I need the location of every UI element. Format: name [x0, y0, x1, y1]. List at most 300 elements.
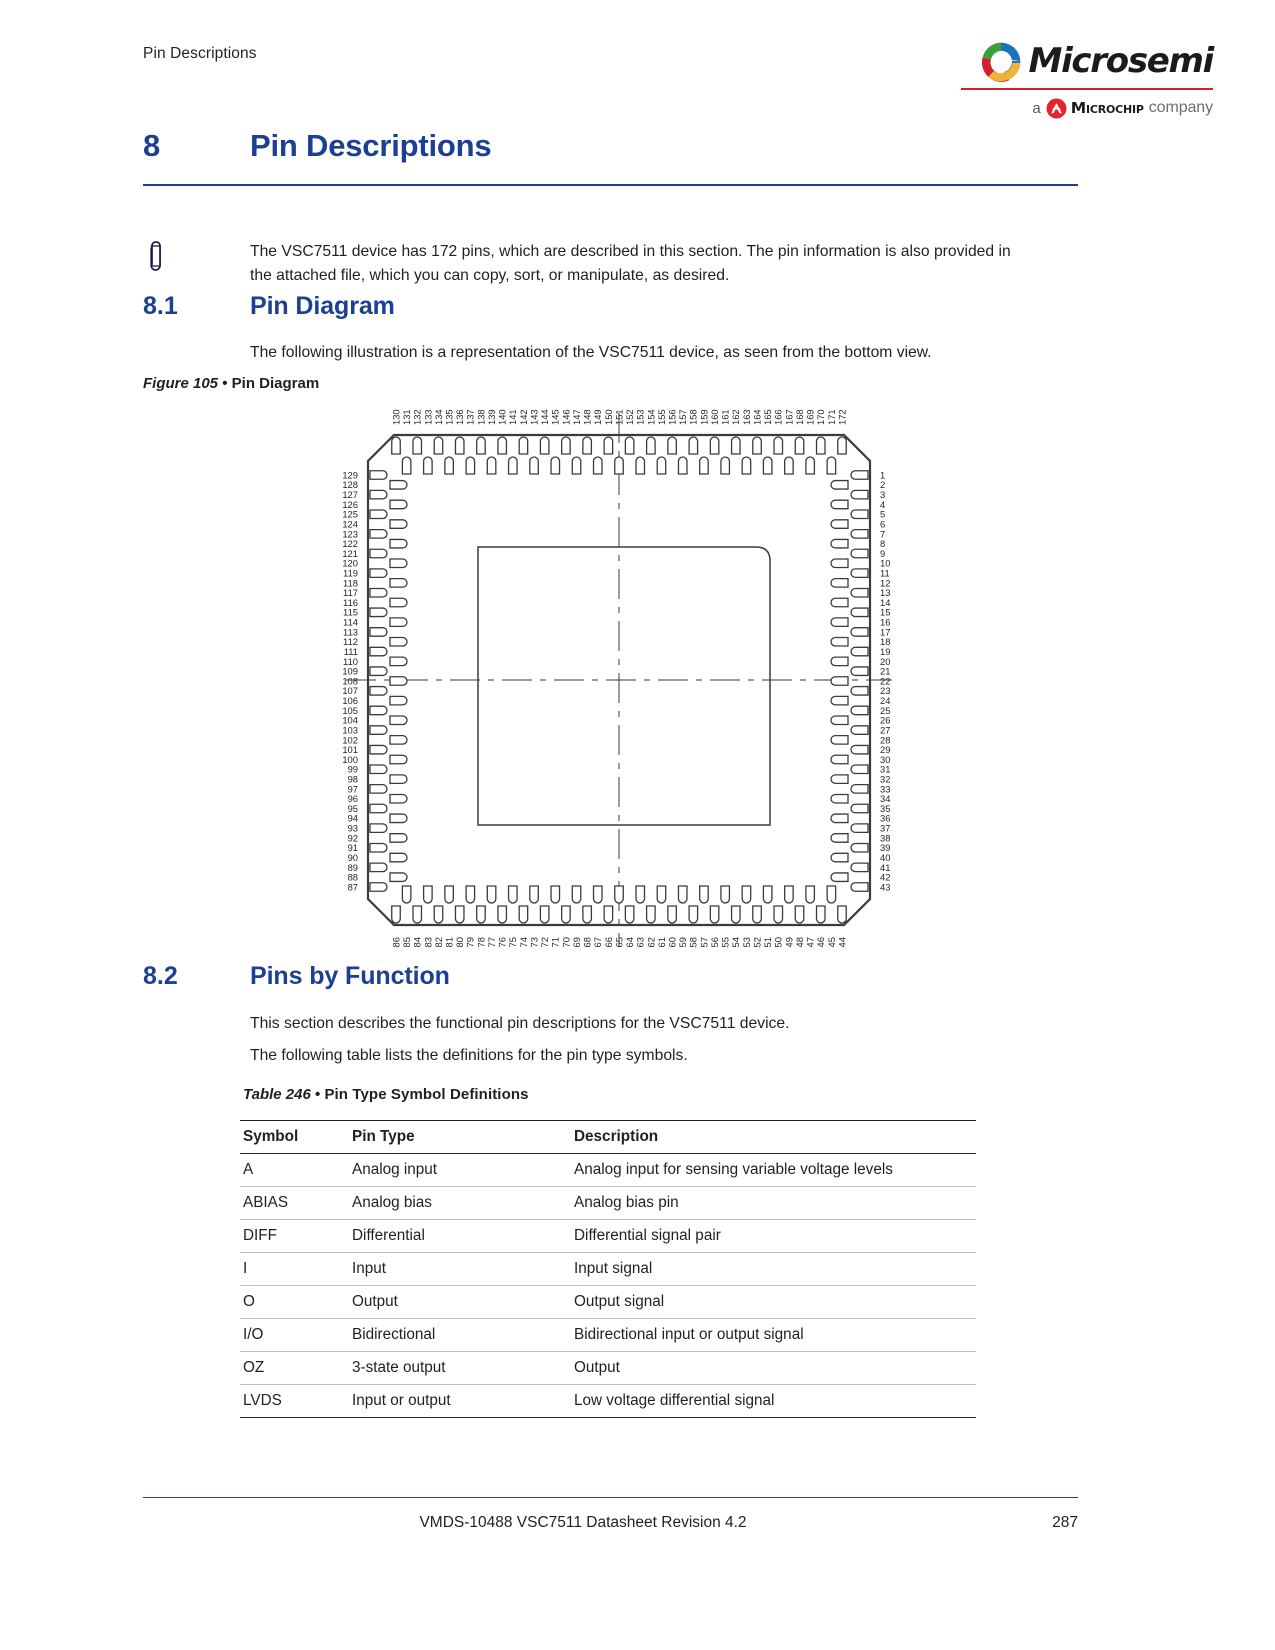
pin-number: 36 [880, 812, 891, 824]
pin-pad-71 [551, 886, 560, 903]
pin-pad-18 [831, 638, 848, 647]
pin-number: 4 [880, 498, 886, 510]
pin-pad-50 [774, 906, 783, 923]
pin-pad-139 [487, 457, 496, 474]
pin-pad-34 [831, 794, 848, 803]
pin-number: 78 [475, 937, 487, 948]
pin-pad-23 [851, 687, 868, 696]
table-row [240, 1187, 976, 1220]
pin-number: 166 [772, 409, 784, 425]
pin-pad-56 [710, 906, 719, 923]
pin-pad-45 [827, 886, 836, 903]
pin-pad-70 [562, 906, 571, 923]
pin-number: 119 [343, 567, 358, 579]
pin-number: 124 [342, 518, 358, 530]
pin-type-table [240, 1120, 976, 1418]
pin-number: 121 [342, 547, 358, 559]
pin-pad-115 [370, 608, 387, 617]
pin-number: 37 [880, 822, 891, 834]
pin-number: 19 [880, 645, 891, 657]
pin-pad-120 [390, 559, 407, 568]
pin-number: 35 [880, 802, 891, 814]
pin-pad-130 [392, 437, 401, 454]
pin-pad-4 [831, 500, 848, 509]
pin-pad-166 [774, 437, 783, 454]
pin-pad-138 [477, 437, 486, 454]
microchip-wordmark: Microchip [1070, 99, 1144, 117]
pin-pad-17 [851, 628, 868, 637]
cell-symbol: OZ [240, 1352, 349, 1385]
pin-number: 14 [880, 596, 891, 608]
cell-description: Output [571, 1352, 976, 1385]
pin-number: 33 [880, 783, 891, 795]
pin-number: 114 [343, 616, 358, 628]
pin-number: 163 [740, 409, 752, 425]
pin-pad-65 [615, 886, 624, 903]
pin-number: 22 [880, 675, 891, 687]
pin-pad-40 [831, 853, 848, 862]
pin-number: 63 [634, 937, 646, 948]
pin-number: 62 [645, 937, 657, 948]
pin-number: 87 [347, 881, 358, 893]
pin-number: 139 [485, 409, 497, 425]
pin-number: 82 [432, 937, 444, 948]
pin-pad-132 [413, 437, 422, 454]
footer-page-number: 287 [1052, 1514, 1078, 1531]
table-number: Table 246 [243, 1086, 311, 1103]
pin-pad-64 [625, 906, 634, 923]
pin-number: 10 [880, 557, 891, 569]
pin-pad-51 [763, 886, 772, 903]
pin-pad-165 [763, 457, 772, 474]
section-82-number: 8.2 [143, 962, 178, 990]
pin-pad-59 [678, 886, 687, 903]
microchip-logo-icon [1046, 98, 1067, 119]
pin-pad-112 [390, 638, 407, 647]
pin-number: 23 [880, 685, 891, 697]
cell-pin-type: Bidirectional [349, 1319, 571, 1352]
pin-number: 161 [719, 409, 731, 425]
pin-number: 84 [411, 937, 423, 948]
pin-number: 38 [880, 832, 891, 844]
pin-pad-72 [540, 906, 549, 923]
pin-pad-19 [851, 647, 868, 656]
pin-number: 18 [880, 636, 891, 648]
pin-number: 100 [342, 753, 358, 765]
pin-pad-125 [370, 510, 387, 519]
table-row [240, 1319, 976, 1352]
column-header-description: Description [571, 1121, 976, 1154]
pin-pad-31 [851, 765, 868, 774]
pin-pad-154 [647, 437, 656, 454]
pin-number: 109 [342, 665, 358, 677]
figure-caption-separator: • [222, 375, 228, 392]
pin-pad-116 [390, 598, 407, 607]
pin-number: 64 [624, 937, 636, 948]
pin-pad-1 [851, 471, 868, 480]
pin-pad-12 [831, 579, 848, 588]
pin-pad-30 [831, 755, 848, 764]
pin-pad-86 [392, 906, 401, 923]
pin-pad-153 [636, 457, 645, 474]
pin-pad-54 [732, 906, 741, 923]
pin-pad-55 [721, 886, 730, 903]
pin-number: 135 [443, 409, 455, 425]
pin-number: 70 [560, 937, 572, 948]
pin-pad-41 [851, 863, 868, 872]
pin-pad-96 [390, 794, 407, 803]
table-row [240, 1352, 976, 1385]
pin-pad-36 [831, 814, 848, 823]
pin-number: 88 [347, 871, 358, 883]
pin-number: 159 [698, 409, 710, 425]
pin-pad-38 [831, 834, 848, 843]
pin-pad-43 [851, 883, 868, 892]
pin-pad-37 [851, 824, 868, 833]
figure-caption [143, 375, 319, 392]
cell-pin-type: Input [349, 1253, 571, 1286]
pin-number: 85 [401, 937, 413, 948]
pin-number: 91 [347, 842, 358, 854]
pin-number: 57 [698, 937, 710, 948]
pin-pad-161 [721, 457, 730, 474]
pin-number: 83 [422, 937, 434, 948]
pin-pad-102 [390, 736, 407, 745]
pin-number: 120 [342, 557, 358, 569]
pin-pad-156 [668, 437, 677, 454]
pin-pad-133 [424, 457, 433, 474]
pin-pad-163 [742, 457, 751, 474]
pin-number: 55 [719, 937, 731, 948]
pin-pad-32 [831, 775, 848, 784]
pin-pad-150 [604, 437, 613, 454]
pin-pad-3 [851, 490, 868, 499]
pin-pad-66 [604, 906, 613, 923]
pin-number: 12 [880, 577, 891, 589]
pin-pad-119 [370, 569, 387, 578]
pin-pad-107 [370, 687, 387, 696]
pin-number: 116 [343, 596, 358, 608]
pin-pad-73 [530, 886, 539, 903]
pin-number: 29 [880, 744, 891, 756]
pin-number: 13 [880, 587, 891, 599]
pin-number: 97 [347, 783, 358, 795]
pin-number: 93 [347, 822, 358, 834]
pin-number: 110 [343, 655, 358, 667]
pin-pad-168 [795, 437, 804, 454]
pin-pad-152 [625, 437, 634, 454]
pin-number: 9 [880, 547, 886, 559]
pin-number: 81 [443, 937, 455, 948]
pin-number: 52 [751, 937, 763, 948]
pin-pad-111 [370, 647, 387, 656]
pin-number: 76 [496, 937, 508, 948]
pin-pad-14 [831, 598, 848, 607]
pin-number: 20 [880, 655, 891, 667]
pin-pad-10 [831, 559, 848, 568]
pin-pad-58 [689, 906, 698, 923]
pin-pad-47 [806, 886, 815, 903]
pin-number: 113 [343, 626, 358, 638]
pin-pad-2 [831, 481, 848, 490]
pin-number: 50 [772, 937, 784, 948]
pin-number: 148 [581, 409, 593, 425]
pin-pad-100 [390, 755, 407, 764]
pin-pad-39 [851, 844, 868, 853]
table-row [240, 1385, 976, 1418]
microsemi-logo [961, 38, 1213, 119]
logo-divider [961, 88, 1213, 90]
pin-number: 144 [539, 409, 551, 425]
pin-number: 122 [342, 538, 358, 550]
pin-pad-134 [434, 437, 443, 454]
cell-symbol: O [240, 1286, 349, 1319]
pin-number: 86 [390, 937, 402, 948]
section-81-title: Pin Diagram [250, 292, 395, 320]
table-row [240, 1253, 976, 1286]
pin-number: 140 [496, 409, 508, 425]
pin-pad-22 [831, 677, 848, 686]
cell-symbol: DIFF [240, 1220, 349, 1253]
pin-number: 27 [880, 724, 891, 736]
pin-pad-149 [594, 457, 603, 474]
pin-number: 16 [880, 616, 891, 628]
footer-document-id: VMDS-10488 VSC7511 Datasheet Revision 4.2 [419, 1514, 747, 1531]
pin-number: 5 [880, 508, 886, 520]
pin-pad-83 [424, 886, 433, 903]
pin-pad-29 [851, 745, 868, 754]
pin-pad-15 [851, 608, 868, 617]
pin-number: 99 [347, 763, 358, 775]
pin-pad-104 [390, 716, 407, 725]
pin-pad-74 [519, 906, 528, 923]
pin-pad-137 [466, 457, 475, 474]
cell-description: Low voltage differential signal [571, 1385, 976, 1418]
pin-pad-145 [551, 457, 560, 474]
pin-pad-60 [668, 906, 677, 923]
pin-number: 11 [880, 567, 890, 579]
pin-pad-121 [370, 549, 387, 558]
pin-number: 125 [342, 508, 358, 520]
pin-pad-167 [785, 457, 794, 474]
table-row [240, 1286, 976, 1319]
pin-pad-35 [851, 804, 868, 813]
pin-number: 105 [342, 704, 358, 716]
pin-pad-148 [583, 437, 592, 454]
pin-pad-62 [647, 906, 656, 923]
pin-pad-98 [390, 775, 407, 784]
pin-pad-131 [402, 457, 411, 474]
cell-pin-type: Analog input [349, 1154, 571, 1187]
pin-number: 51 [762, 937, 774, 948]
pin-pad-80 [455, 906, 464, 923]
pin-pad-91 [370, 844, 387, 853]
pin-number: 26 [880, 714, 891, 726]
pin-pad-6 [831, 520, 848, 529]
pin-number: 160 [708, 409, 720, 425]
pin-pad-53 [742, 886, 751, 903]
section-81-number: 8.1 [143, 292, 178, 320]
pin-pad-114 [390, 618, 407, 627]
running-head: Pin Descriptions [143, 45, 257, 62]
pin-number: 44 [836, 937, 848, 948]
pin-number: 155 [655, 409, 667, 425]
cell-description: Analog bias pin [571, 1187, 976, 1220]
pin-number: 79 [464, 937, 476, 948]
pin-number: 133 [422, 409, 434, 425]
pin-number: 41 [880, 861, 891, 873]
pin-number: 115 [343, 606, 358, 618]
pin-number: 141 [507, 409, 519, 425]
pin-number: 77 [485, 937, 497, 948]
section-8-note: The VSC7511 device has 172 pins, which are described in this section. The pin information is also provided in the attached file, which you can copy, sort, or manipulate, as desired. [250, 243, 1011, 284]
section-82-intro-1: This section describes the functional pin descriptions for the VSC7511 device. [250, 1015, 790, 1032]
pin-number: 134 [432, 409, 444, 425]
pin-pad-82 [434, 906, 443, 923]
table-row [240, 1154, 976, 1187]
pin-number: 59 [677, 937, 689, 948]
pin-number: 106 [342, 695, 358, 707]
microsemi-wordmark: Microsemi [1028, 41, 1213, 81]
pin-number: 31 [880, 763, 891, 775]
pin-number: 145 [549, 409, 561, 425]
pin-number: 104 [342, 714, 358, 726]
pin-pad-46 [817, 906, 826, 923]
pin-number: 165 [762, 409, 774, 425]
pin-pad-123 [370, 530, 387, 539]
pin-number: 146 [560, 409, 572, 425]
pin-number: 73 [528, 937, 540, 948]
section-81-intro: The following illustration is a representation of the VSC7511 device, as seen from the bottom view. [250, 344, 932, 361]
pin-pad-170 [817, 437, 826, 454]
pin-pad-93 [370, 824, 387, 833]
pin-number: 74 [517, 937, 529, 948]
pin-number: 1 [880, 469, 886, 481]
pin-pad-151 [615, 457, 624, 474]
pin-pad-69 [572, 886, 581, 903]
pin-number: 60 [666, 937, 678, 948]
table-caption [243, 1086, 529, 1103]
pin-pad-122 [390, 539, 407, 548]
pin-pad-21 [851, 667, 868, 676]
pin-pad-128 [390, 481, 407, 490]
cell-description: Output signal [571, 1286, 976, 1319]
pin-pad-169 [806, 457, 815, 474]
cell-pin-type: Input or output [349, 1385, 571, 1418]
pin-number: 154 [645, 409, 657, 425]
cell-symbol: LVDS [240, 1385, 349, 1418]
pin-pad-87 [370, 883, 387, 892]
pin-pad-26 [831, 716, 848, 725]
pin-number: 48 [793, 937, 805, 948]
pin-number: 172 [836, 409, 848, 425]
section-8-number: 8 [143, 128, 161, 163]
pin-number: 102 [342, 734, 358, 746]
pin-pad-89 [370, 863, 387, 872]
pin-number: 108 [342, 675, 358, 687]
pin-pad-129 [370, 471, 387, 480]
pin-number: 17 [880, 626, 891, 638]
paperclip-icon [148, 238, 172, 274]
pin-number: 15 [880, 606, 891, 618]
pin-pad-97 [370, 785, 387, 794]
pin-number: 107 [342, 685, 358, 697]
pin-pad-157 [678, 457, 687, 474]
pin-number: 143 [528, 409, 540, 425]
pin-pad-7 [851, 530, 868, 539]
section-81-heading [143, 292, 1078, 321]
pin-number: 112 [343, 636, 358, 648]
pin-pad-67 [594, 886, 603, 903]
pin-number: 149 [592, 409, 604, 425]
pin-pad-25 [851, 706, 868, 715]
pin-pad-16 [831, 618, 848, 627]
pin-pad-99 [370, 765, 387, 774]
pin-number: 153 [634, 409, 646, 425]
pin-number: 98 [347, 773, 358, 785]
section-8-title: Pin Descriptions [250, 128, 492, 163]
pin-number: 40 [880, 851, 891, 863]
microsemi-swirl-icon [978, 39, 1024, 83]
pin-number: 96 [347, 793, 358, 805]
pin-pad-126 [390, 500, 407, 509]
pin-number: 47 [804, 937, 816, 948]
pin-number: 21 [880, 665, 891, 677]
pin-pad-88 [390, 873, 407, 882]
pin-diagram-figure [300, 395, 940, 955]
pin-number: 118 [343, 577, 358, 589]
pin-pad-143 [530, 457, 539, 474]
pin-number: 68 [581, 937, 593, 948]
pin-pad-136 [455, 437, 464, 454]
pin-pad-13 [851, 588, 868, 597]
pin-pad-144 [540, 437, 549, 454]
column-header-symbol: Symbol [240, 1121, 349, 1154]
pin-number: 156 [666, 409, 678, 425]
cell-pin-type: 3-state output [349, 1352, 571, 1385]
logo-sub-a: a [1032, 99, 1041, 117]
pin-number: 171 [825, 409, 837, 425]
pin-pad-146 [562, 437, 571, 454]
pin-pad-68 [583, 906, 592, 923]
pin-number: 7 [880, 528, 886, 540]
pin-number: 152 [624, 409, 636, 425]
section-82-title: Pins by Function [250, 962, 450, 990]
pin-pad-78 [477, 906, 486, 923]
table-title: Pin Type Symbol Definitions [324, 1086, 529, 1103]
cell-description: Analog input for sensing variable voltage levels [571, 1154, 976, 1187]
pin-pad-61 [657, 886, 666, 903]
pin-number: 127 [342, 489, 358, 501]
pin-number: 95 [347, 802, 358, 814]
pin-pad-85 [402, 886, 411, 903]
die-outline [478, 547, 770, 825]
pin-number: 54 [730, 937, 742, 948]
cell-description: Differential signal pair [571, 1220, 976, 1253]
pin-number: 151 [613, 409, 625, 425]
pin-number: 130 [390, 409, 402, 425]
table-header-row [240, 1121, 976, 1154]
section-8-heading [143, 128, 1078, 164]
pin-pad-49 [785, 886, 794, 903]
pin-pad-110 [390, 657, 407, 666]
pin-number: 6 [880, 518, 886, 530]
pin-number: 67 [592, 937, 604, 948]
pin-number: 128 [342, 479, 358, 491]
pin-number: 58 [687, 937, 699, 948]
pin-number: 65 [613, 937, 625, 948]
pin-number: 53 [740, 937, 752, 948]
